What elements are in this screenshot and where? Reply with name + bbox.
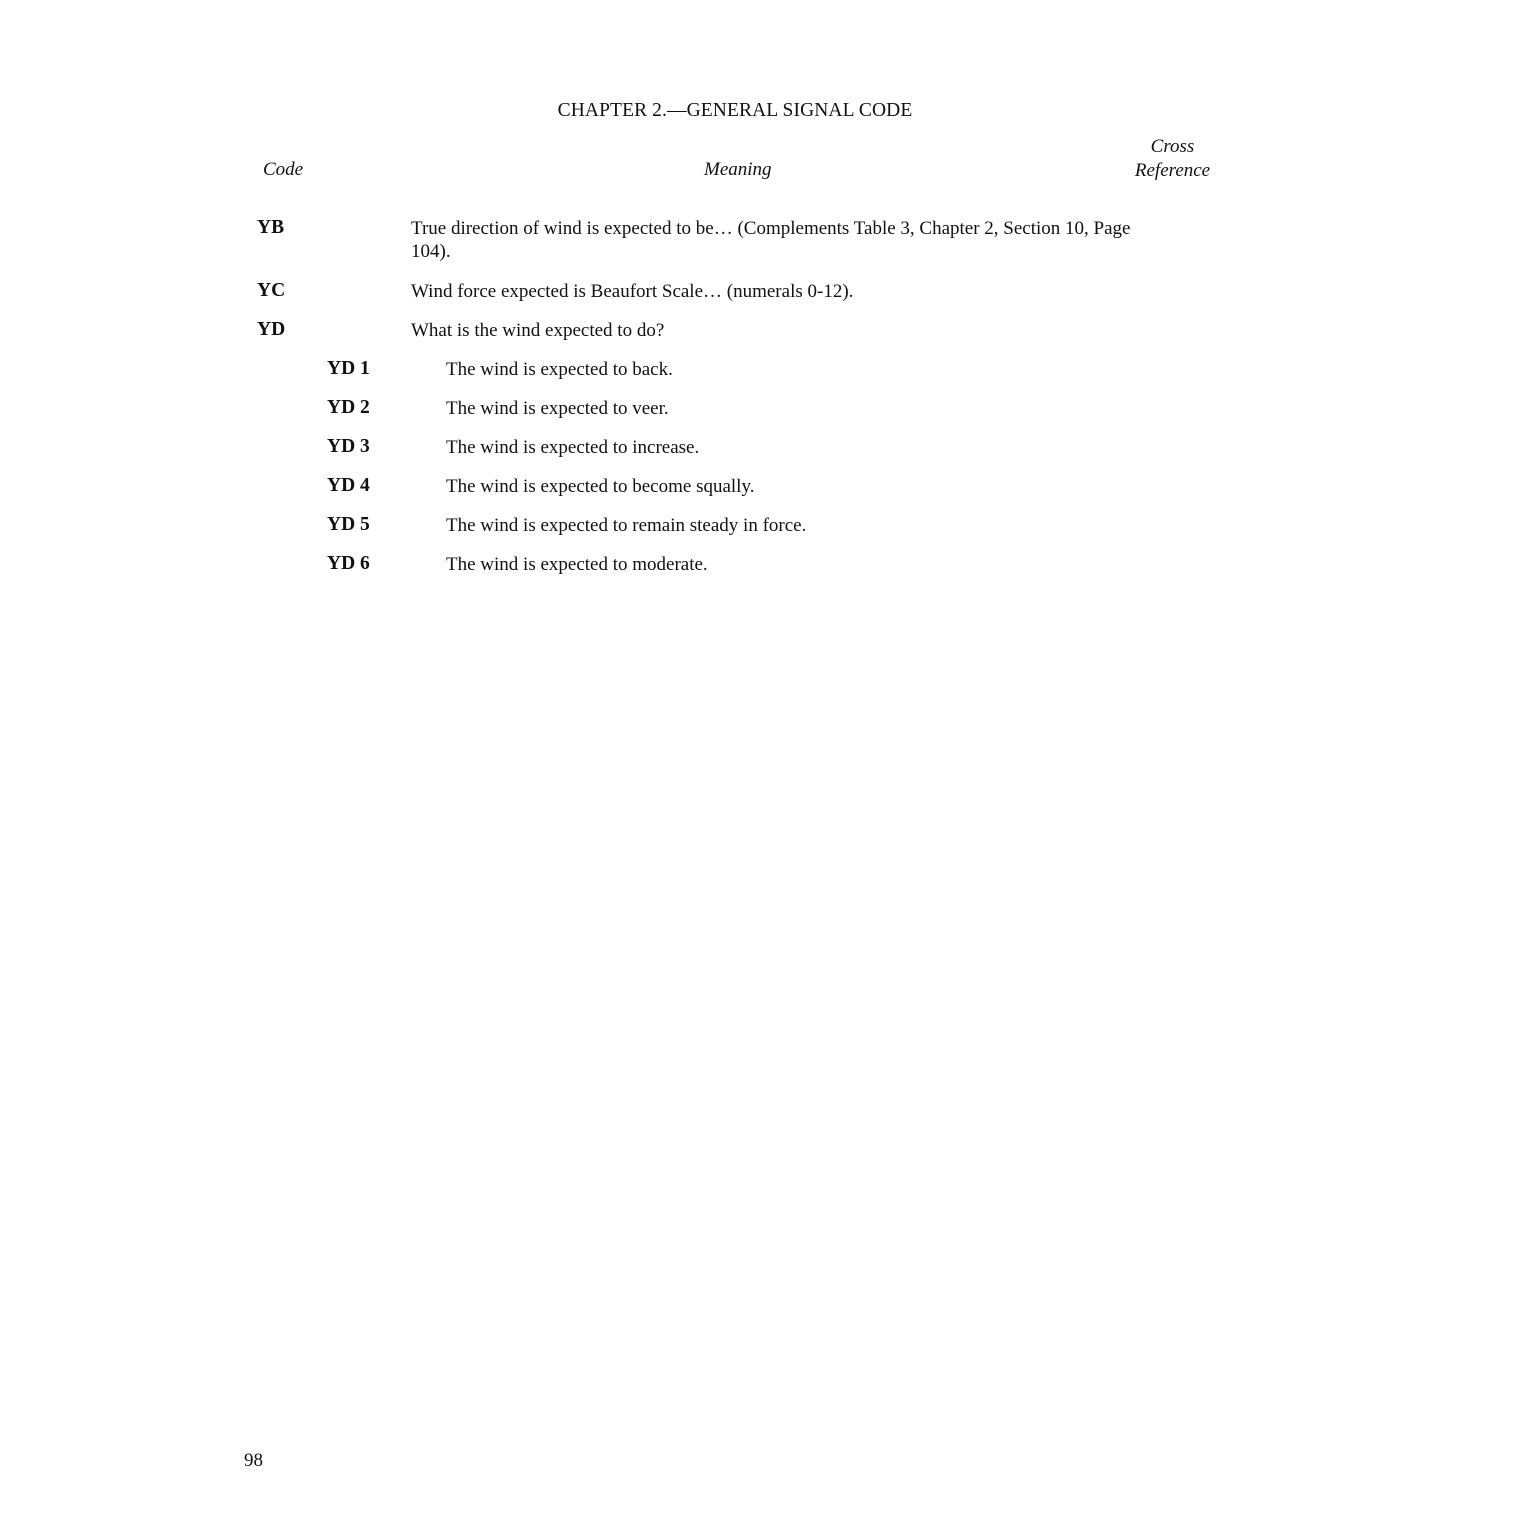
entry-code-yd4: YD 4 bbox=[327, 475, 370, 496]
entry-meaning-yd4: The wind is expected to become squally. bbox=[446, 476, 755, 497]
column-header-cross-reference bbox=[1120, 135, 1225, 183]
cross-reference-line-1: Cross bbox=[1150, 136, 1195, 157]
entry-code-yd6: YD 6 bbox=[327, 553, 370, 574]
entry-code-yd: YD bbox=[257, 319, 286, 340]
entry-code-yd3: YD 3 bbox=[327, 436, 370, 457]
entry-meaning-yc: Wind force expected is Beaufort Scale… (numerals 0-12). bbox=[411, 281, 854, 302]
entry-meaning-yd6: The wind is expected to moderate. bbox=[446, 554, 708, 575]
entry-code-yd1: YD 1 bbox=[327, 358, 370, 379]
column-header-meaning: Meaning bbox=[704, 159, 772, 180]
entry-meaning-yd3: The wind is expected to increase. bbox=[446, 437, 700, 458]
entry-meaning-yd: What is the wind expected to do? bbox=[411, 320, 665, 341]
entry-code-yb: YB bbox=[257, 217, 285, 238]
page-number: 98 bbox=[244, 1450, 263, 1471]
chapter-title: CHAPTER 2.—GENERAL SIGNAL CODE bbox=[557, 100, 913, 121]
entry-code-yd2: YD 2 bbox=[327, 397, 370, 418]
entry-meaning-yd2: The wind is expected to veer. bbox=[446, 398, 669, 419]
cross-reference-line-2: Reference bbox=[1134, 160, 1211, 181]
entry-code-yd5: YD 5 bbox=[327, 514, 370, 535]
entry-meaning-yd1: The wind is expected to back. bbox=[446, 359, 673, 380]
column-header-code: Code bbox=[263, 159, 304, 180]
entry-meaning-yd5: The wind is expected to remain steady in force. bbox=[446, 515, 807, 536]
entry-meaning-yb: True direction of wind is expected to be… (Complements Table 3, Chapter 2, Section 10, Page 104). bbox=[411, 218, 1131, 262]
entry-code-yc: YC bbox=[257, 280, 286, 301]
